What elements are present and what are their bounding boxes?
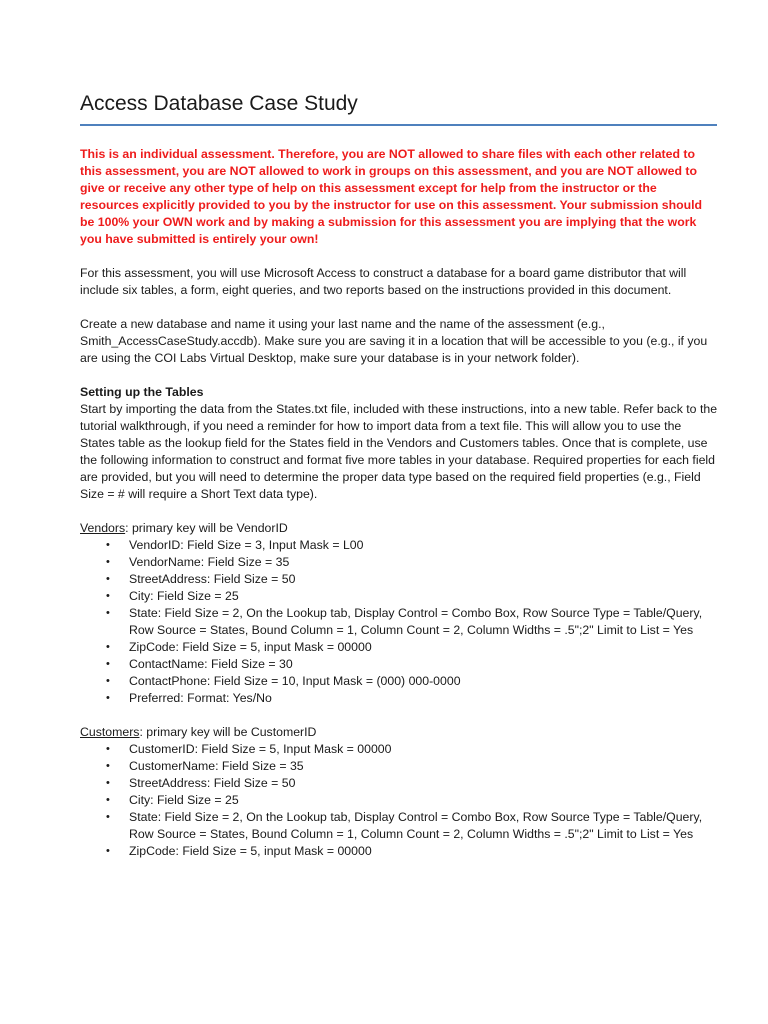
bullet-icon: • [106, 743, 110, 755]
list-item [80, 656, 718, 673]
field-spec: ZipCode: Field Size = 5, input Mask = 00000 [129, 844, 372, 858]
list-item [80, 792, 718, 809]
field-spec: ContactPhone: Field Size = 10, Input Mask = (000) 000-0000 [129, 674, 461, 688]
list-item [80, 639, 718, 656]
bullet-icon: • [106, 556, 110, 568]
bullet-icon: • [106, 811, 110, 823]
bullet-icon: • [106, 573, 110, 585]
bullet-icon: • [106, 641, 110, 653]
bullet-icon: • [106, 607, 110, 619]
vendors-field-list [80, 537, 718, 707]
list-item [80, 690, 718, 707]
field-spec: CustomerID: Field Size = 5, Input Mask = 00000 [129, 742, 392, 756]
create-database-paragraph: Create a new database and name it using your last name and the name of the assessment (e.g., Smith_AccessCaseStudy.accdb). Make sure you are saving it in a location that will be accessible to you (e.g., if you are using the COI Labs Virtual Desktop, make sure your database is in your network folder). [80, 317, 708, 365]
individual-assessment-warning: This is an individual assessment. Therefore, you are NOT allowed to share files with each other related to this assessment, you are NOT allowed to work in groups on this assessment, and you are NOT allowed to give or receive any other type of help on this assessment except for help from the instructor or the resources explicitly provided to you by the instructor for use on this assessment. Your submission should be 100% your OWN work and by making a submission for this assessment you are implying that the work you have submitted is entirely your own! [80, 147, 703, 246]
customers-table-name: Customers [80, 725, 140, 739]
field-spec: State: Field Size = 2, On the Lookup tab, Display Control = Combo Box, Row Source Type = Table/Query, Row Source = States, Bound Column = 1, Column Count = 2, Column Widths = .5";2" Limit to List = Yes [129, 810, 703, 841]
list-item [80, 537, 718, 554]
field-spec: VendorName: Field Size = 35 [129, 555, 290, 569]
vendors-key-text: : primary key will be VendorID [125, 521, 288, 535]
field-spec: State: Field Size = 2, On the Lookup tab, Display Control = Combo Box, Row Source Type = Table/Query, Row Source = States, Bound Column = 1, Column Count = 2, Column Widths = .5";2" Limit to List = Yes [129, 606, 703, 637]
field-spec: CustomerName: Field Size = 35 [129, 759, 304, 773]
bullet-icon: • [106, 692, 110, 704]
bullet-icon: • [106, 539, 110, 551]
bullet-icon: • [106, 777, 110, 789]
bullet-icon: • [106, 845, 110, 857]
field-spec: City: Field Size = 25 [129, 793, 239, 807]
bullet-icon: • [106, 675, 110, 687]
list-item [80, 605, 718, 639]
field-spec: Preferred: Format: Yes/No [129, 691, 272, 705]
bullet-icon: • [106, 760, 110, 772]
list-item [80, 741, 718, 758]
field-spec: StreetAddress: Field Size = 50 [129, 572, 296, 586]
bullet-icon: • [106, 590, 110, 602]
vendors-table-name: Vendors [80, 521, 126, 535]
list-item [80, 588, 718, 605]
bullet-icon: • [106, 658, 110, 670]
intro-paragraph: For this assessment, you will use Microsoft Access to construct a database for a board game distributor that will include six tables, a form, eight queries, and two reports based on the instructions provided in this document. [80, 266, 687, 297]
field-spec: ZipCode: Field Size = 5, input Mask = 00000 [129, 640, 372, 654]
setup-tables-paragraph: Start by importing the data from the States.txt file, included with these instructions, into a new table. Refer back to the tutorial walkthrough, if you need a reminder for how to import data from a text file. This will allow you to use the States table as the lookup field for the States field in the Vendors and Customers tables. Once that is complete, use the following information to construct and format five more tables in your database. Required properties for each field are provided, but you will need to determine the proper data type based on the required field properties (e.g., Field Size = # will require a Short Text data type). [80, 402, 718, 501]
field-spec: City: Field Size = 25 [129, 589, 239, 603]
customers-label [80, 724, 718, 741]
vendors-label [80, 520, 718, 537]
list-item [80, 758, 718, 775]
field-spec: VendorID: Field Size = 3, Input Mask = L00 [129, 538, 364, 552]
field-spec: StreetAddress: Field Size = 50 [129, 776, 296, 790]
list-item [80, 843, 718, 860]
list-item [80, 571, 718, 588]
list-item [80, 554, 718, 571]
customers-key-text: : primary key will be CustomerID [139, 725, 317, 739]
customers-field-list [80, 741, 718, 860]
list-item [80, 775, 718, 792]
bullet-icon: • [106, 794, 110, 806]
list-item [80, 673, 718, 690]
list-item [80, 809, 718, 843]
setup-tables-heading: Setting up the Tables [80, 385, 204, 399]
customers-section [80, 724, 718, 860]
document-title: Access Database Case Study [80, 92, 717, 126]
field-spec: ContactName: Field Size = 30 [129, 657, 293, 671]
vendors-section [80, 520, 718, 707]
